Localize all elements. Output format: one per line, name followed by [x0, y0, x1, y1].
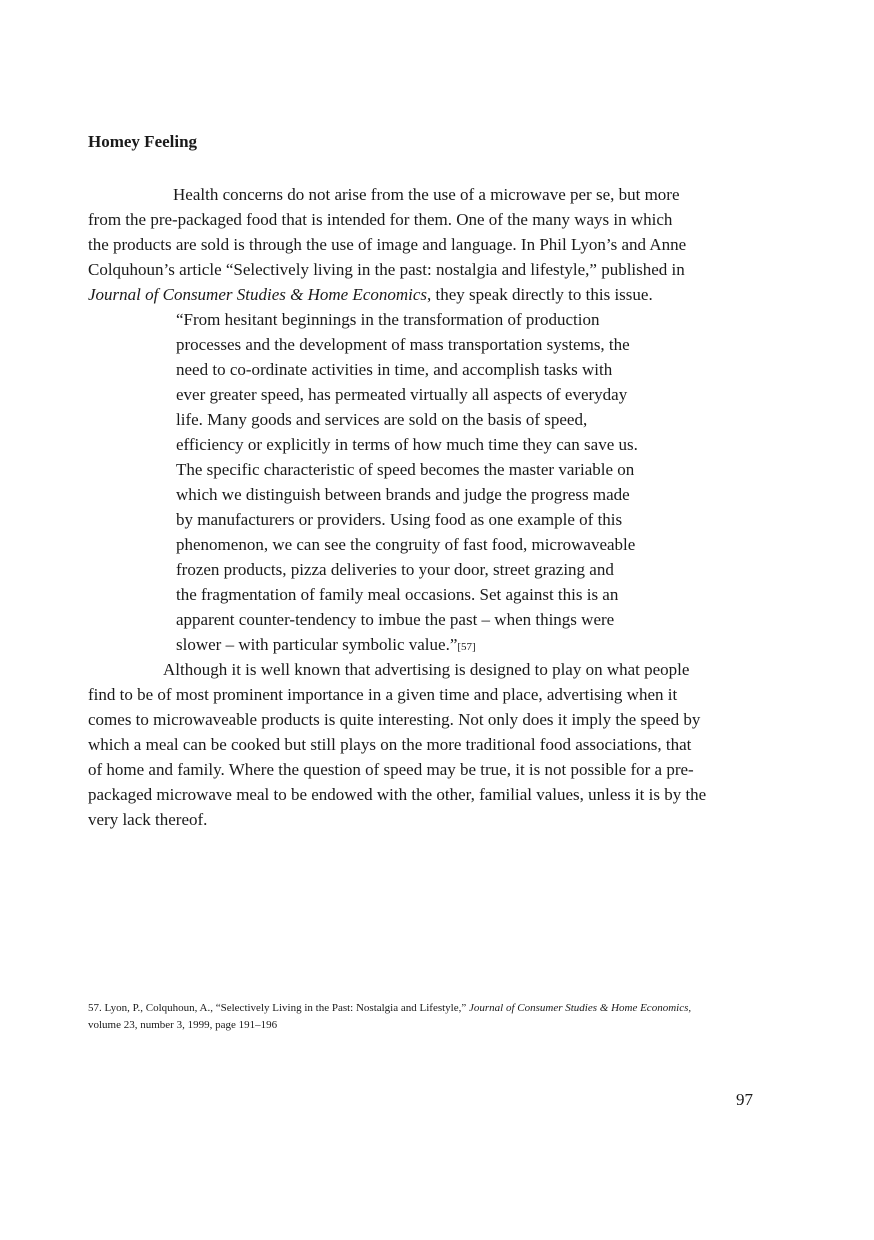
text: slower – with particular symbolic value.” — [176, 635, 458, 654]
quote-line: by manufacturers or providers. Using food as one example of this — [176, 510, 623, 529]
text: 57. Lyon, P., Colquhoun, A., “Selectively Living in the Past: Nostalgia and Lifestyle,” — [88, 1002, 469, 1014]
paragraph-line: very lack thereof. — [88, 810, 208, 829]
paragraph-line: the products are sold is through the use of image and language. In Phil Lyon’s and Anne — [88, 235, 687, 254]
quote-line: need to co-ordinate activities in time, and accomplish tasks with — [176, 360, 613, 379]
footnote-line: volume 23, number 3, 1999, page 191–196 — [88, 1019, 278, 1031]
quote-line: which we distinguish between brands and judge the progress made — [176, 485, 630, 504]
body-text — [88, 182, 706, 832]
quote-line: the fragmentation of family meal occasions. Set against this is an — [176, 585, 619, 604]
paragraph-line: Colquhoun’s article “Selectively living in the past: nostalgia and lifestyle,” published in — [88, 260, 685, 279]
paragraph-line: find to be of most prominent importance in a given time and place, advertising when it — [88, 685, 678, 704]
page-number: 97 — [736, 1090, 753, 1109]
paragraph-line: of home and family. Where the question of speed may be true, it is not possible for a pre- — [88, 760, 694, 779]
quote-line: frozen products, pizza deliveries to your door, street grazing and — [176, 560, 614, 579]
quote-line: life. Many goods and services are sold on the basis of speed, — [176, 410, 588, 429]
section-heading: Homey Feeling — [88, 132, 198, 151]
paragraph-line: which a meal can be cooked but still plays on the more traditional food associations, that — [88, 735, 692, 754]
quote-line: apparent counter-tendency to imbue the past – when things were — [176, 610, 615, 629]
footnote — [88, 1000, 691, 1034]
footnote-line — [88, 1000, 691, 1017]
paragraph-line: Health concerns do not arise from the use of a microwave per se, but more — [173, 185, 680, 204]
paragraph-line: Although it is well known that advertising is designed to play on what people — [163, 660, 690, 679]
quote-line: efficiency or explicitly in terms of how much time they can save us. — [176, 435, 638, 454]
quote-line: The specific characteristic of speed becomes the master variable on — [176, 460, 635, 479]
journal-title: Journal of Consumer Studies & Home Economics — [88, 285, 428, 304]
paragraph-line: from the pre-packaged food that is intended for them. One of the many ways in which — [88, 210, 673, 229]
paragraph-line — [88, 282, 706, 307]
quote-line: ever greater speed, has permeated virtually all aspects of everyday — [176, 385, 628, 404]
quote-line — [88, 632, 706, 657]
paragraph-line: packaged microwave meal to be endowed with the other, familial values, unless it is by the — [88, 785, 707, 804]
quote-line: phenomenon, we can see the congruity of fast food, microwaveable — [176, 535, 636, 554]
quote-line: processes and the development of mass transportation systems, the — [176, 335, 630, 354]
paragraph-line: comes to microwaveable products is quite interesting. Not only does it imply the speed by — [88, 710, 701, 729]
footnote-reference[interactable]: [57] — [457, 641, 476, 653]
quote-line: “From hesitant beginnings in the transformation of production — [176, 310, 600, 329]
journal-title: Journal of Consumer Studies & Home Economics, — [468, 1002, 692, 1014]
text: , they speak directly to this issue. — [427, 285, 653, 304]
